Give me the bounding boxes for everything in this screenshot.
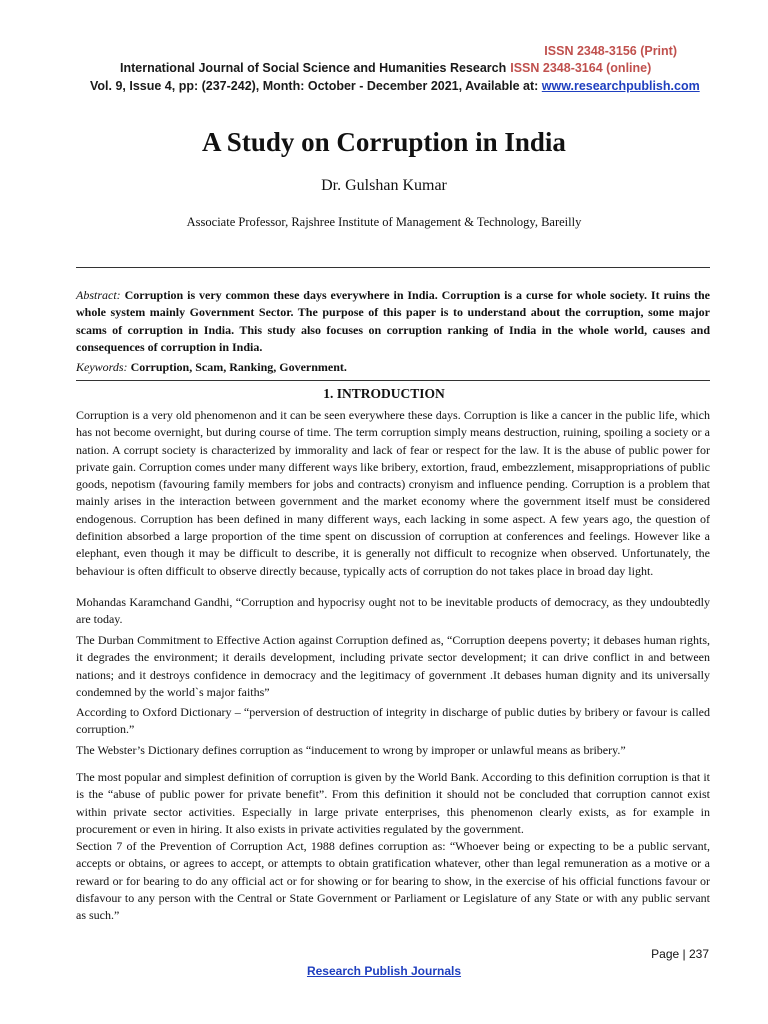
volume-info: Vol. 9, Issue 4, pp: (237-242), Month: October - December 2021, Available at:: [90, 79, 539, 93]
paragraph-3: The Durban Commitment to Effective Action against Corruption defined as, “Corruption deepens poverty; it debases human rights, it degrades the environment; it derails development, including private sector development; it can drive conflict in and between nations; and it destroys confidence in democracy and the legitimacy of government .It debases human dignity and its universally condemned by the world`s major faiths”: [76, 633, 710, 699]
keywords: [76, 359, 710, 375]
issn-print: ISSN 2348-3156 (Print): [544, 44, 677, 58]
paragraph-6: The most popular and simplest definition of corruption is given by the World Bank. According to this definition corruption is that it is the “abuse of public power for private benefit”. From this definition it should not be concluded that corruption cannot exist within private sector activities. Especially in large private enterprises, this phenomenon clearly exists, as for example in procurement or even in hiring. It also exists in private activities regulated by the government.: [76, 770, 710, 836]
abstract-label: Abstract:: [76, 288, 121, 302]
paragraph-5: The Webster’s Dictionary defines corruption as “inducement to wrong by improper or unlawful means as bribery.”: [76, 743, 626, 757]
publisher-link[interactable]: Research Publish Journals: [306, 964, 462, 978]
author-affiliation: Associate Professor, Rajshree Institute of Management & Technology, Bareilly: [186, 215, 582, 229]
page-number: Page | 237: [651, 947, 709, 961]
paragraph-4: According to Oxford Dictionary – “perversion of destruction of integrity in discharge of public duties by bribery or favour is called corruption.”: [76, 705, 710, 737]
footer: [0, 963, 768, 979]
journal-name: International Journal of Social Science and Humanities Research: [120, 61, 507, 75]
paragraph-7: Section 7 of the Prevention of Corruption Act, 1988 defines corruption as: “Whoever being or expecting to be a public servant, accepts or obtains, or agrees to accept, or attempts to obtain gratification whatever, other than legal remuneration as a motive or a reward or for bearing to do any official act or for showing or for bearing to show, in the exercise of his official functions favour or disfavour to any person with the Central or State Government or Parliament or Legislature of any State or with any public servant as such.”: [76, 839, 710, 923]
keywords-text: Corruption, Scam, Ranking, Government.: [130, 360, 347, 374]
keywords-label: Keywords:: [76, 360, 128, 374]
website-link[interactable]: www.researchpublish.com: [541, 79, 700, 93]
abstract-bottom-divider: [76, 380, 710, 381]
section-heading-introduction: 1. INTRODUCTION: [323, 386, 445, 401]
paragraph-2: Mohandas Karamchand Gandhi, “Corruption and hypocrisy ought not to be inevitable products of democracy, as they undoubtedly are today.: [76, 595, 710, 627]
issn-online: ISSN 2348-3164 (online): [510, 61, 652, 75]
journal-header-line: [120, 60, 720, 76]
volume-line: [90, 78, 740, 94]
abstract-top-divider: [76, 267, 710, 268]
abstract-text: Corruption is very common these days everywhere in India. Corruption is a curse for whole society. It ruins the whole system mainly Government Sector. The purpose of this paper is to understand about the corruption, some major scams of corruption in India. This study also focuses on corruption ranking of India in the whole world, causes and consequences of corruption in India.: [76, 288, 711, 354]
paper-title: A Study on Corruption in India: [202, 127, 566, 157]
abstract: [76, 287, 710, 356]
paragraph-1: Corruption is a very old phenomenon and it can be seen everywhere these days. Corruption is like a cancer in the public life, which has not become overnight, but during course of time. The term corruption simply means destruction, ruining, spoiling a society or a nation. A corrupt society is characterized by immorality and lack of fear or respect for the law. It is the abuse of public power for private gain. Corruption comes under many different ways like bribery, extortion, fraud, embezzlement, misappropriations of public goods, nepotism (favouring family members for jobs and contracts) cronyism and influence pending. Corruption is a problem that mainly arises in the interaction between government and the market economy where the government itself must be considered endogenous. Corruption has been defined in many different ways, each lacking in some aspect. A few years ago, the question of definition absorbed a large proportion of the time spent on discussion of corruption at conferences and feelings. However like a elephant, even though it may be difficult to describe, it is generally not difficult to recognize when observed. Unfortunately, the behaviour is often difficult to observe directly because, typically acts of corruption do not takes place in broad day light.: [76, 408, 710, 578]
author-name: Dr. Gulshan Kumar: [321, 177, 447, 194]
